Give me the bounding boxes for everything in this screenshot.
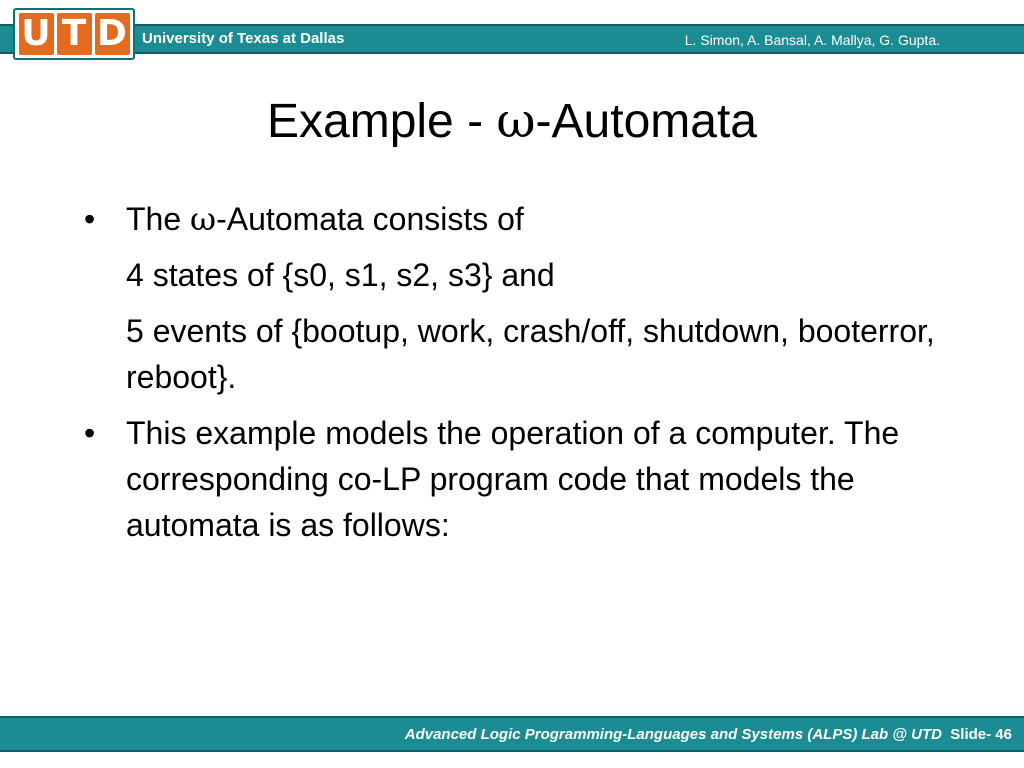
logo-letter-d: D — [95, 13, 130, 55]
omega-symbol: ω — [496, 93, 536, 149]
bullet-item — [84, 410, 964, 548]
bullet-item — [84, 196, 964, 242]
bullet1-suffix: -Automata consists of — [216, 201, 524, 237]
states-line: 4 states of {s0, s1, s2, s3} and — [126, 257, 555, 293]
bullet2-text: This example models the operation of a computer. The corresponding co-LP program code that models the automata is as follows: — [126, 415, 900, 543]
bullet-dot: • — [84, 201, 96, 237]
logo-letter-t: T — [57, 13, 92, 55]
bullet-dot: • — [84, 415, 96, 451]
title-prefix: Example - — [267, 95, 497, 148]
institution-name: University of Texas at Dallas — [142, 30, 345, 47]
slide-body — [84, 196, 964, 548]
omega-symbol: ω — [190, 200, 217, 238]
slide-number: Slide- 46 — [950, 726, 1012, 743]
utd-logo — [13, 8, 135, 60]
logo-letter-u: U — [19, 13, 54, 55]
footer-bar — [0, 716, 1024, 752]
bullet1-prefix: The — [126, 201, 191, 237]
title-suffix: -Automata — [535, 95, 757, 148]
events-line: 5 events of {bootup, work, crash/off, shutdown, booterror, reboot}. — [126, 313, 935, 395]
footer-text — [405, 726, 1012, 744]
authors: L. Simon, A. Bansal, A. Mallya, G. Gupta. — [684, 32, 940, 48]
slide-title — [0, 90, 1024, 153]
lab-name: Advanced Logic Programming-Languages and Systems (ALPS) Lab @ UTD — [404, 726, 942, 743]
